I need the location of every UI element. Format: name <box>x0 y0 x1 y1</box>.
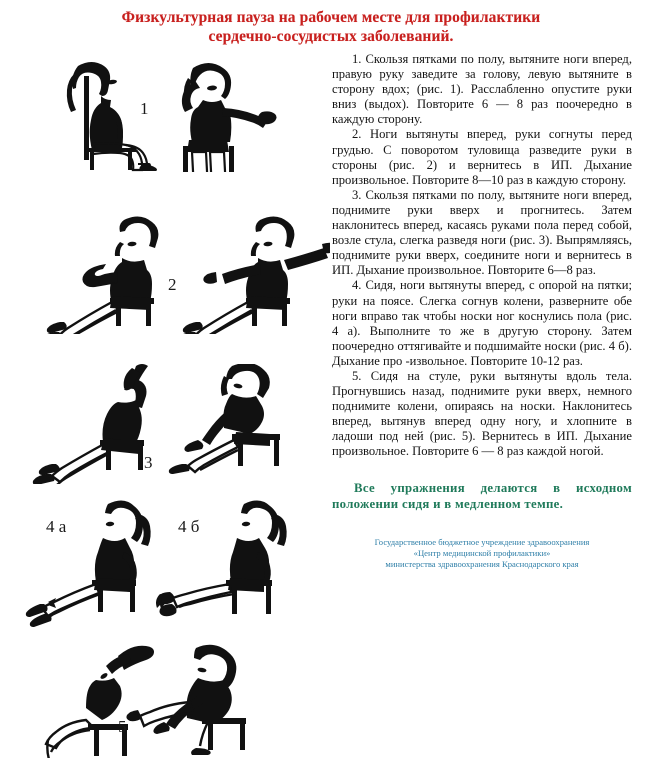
poster-body <box>0 52 662 768</box>
exercise-paragraph-5: 5. Сидя на стуле, руки вытянуты вдоль тела. Прогнувшись назад, поднимите руки вверх, немного поднимите колени, опираясь на носки. Наклонитесь вперед, вытянув вперед одну ногу, и хлопните в ладоши под ней (рис. 5). Вернитесь в ИП. Дыхание произвольное. Повторите 6 — 8 раз каждой ногой. <box>332 368 632 459</box>
footer-line-3: министерства здравоохранения Краснодарского края <box>385 559 579 570</box>
general-instruction-note: Все упражнения делаются в исходном положении сидя и в медленном темпе. <box>332 480 632 512</box>
exercise-5-illustration <box>0 640 330 758</box>
exercise-paragraph-4: 4. Сидя, ноги вытянуты вперед, с опорой на пятки; руки на поясе. Слегка согнув колени, разверните обе ноги вправо так чтобы носки ног коснулись пола (рис. 4 а). Выполните то же в другую сторону. Затем поочередно оттягивайте и подшимайте носки (рис. 4 б). Дыхание про -извольное. Повторите 10-12 раз. <box>332 278 632 368</box>
footer-line-1: Государственное бюджетное учреждение здравоохранения <box>374 536 590 547</box>
exercise-paragraph-1: 1. Скользя пятками по полу, вытяните ноги вперед, правую руку заведите за голову, левую вытяните в сторону вдох; (рис. 1). Расслабленно опустите руки вниз (выдох). Повторите 6 — 8 раз поочередно в каждую сторону. <box>332 52 632 127</box>
exercise-paragraph-2: 2. Ноги вытянуты вперед, руки согнуты перед грудью. С поворотом туловища разведите руки в стороны (рис. 2) и вернитесь в ИП. Дыхание произвольное. Повторите 8—10 раз в каждую сторону. <box>332 127 632 187</box>
figure-group-2 <box>0 214 330 334</box>
illustration-column <box>0 52 330 768</box>
figure-group-5 <box>0 640 330 758</box>
figure-group-1 <box>0 52 330 172</box>
figure-number-2: 2 <box>168 275 177 294</box>
title-line-2: сердечно-сосудистых заболеваний. <box>208 28 454 45</box>
figure-number-4a: 4 а <box>46 517 67 536</box>
exercise-1-illustration <box>0 52 330 172</box>
organization-footer <box>332 537 632 571</box>
figure-group-4 <box>0 500 330 628</box>
figure-number-5: 5 <box>118 717 127 736</box>
poster-title <box>0 8 662 46</box>
figure-number-4b: 4 б <box>178 517 200 536</box>
exercise-2-illustration <box>0 214 330 334</box>
figure-group-3 <box>0 364 330 484</box>
exercise-3-illustration <box>0 364 330 484</box>
footer-line-2: «Центр медицинской профилактики» <box>413 547 551 558</box>
title-line-1: Физкультурная пауза на рабочем месте для профилактики <box>121 9 541 26</box>
figure-number-1: 1 <box>140 99 149 118</box>
exercise-paragraph-3: 3. Скользя пятками по полу, вытяните ноги вперед, поднимите руки вверх и прогнитесь. Затем наклонитесь вперед, касаясь руками пола перед собой, возле стула, слегка разведя ноги (рис. 3). Выпрямляясь, поднимите руки вверх, соедините ноги и вернитесь в ИП. Дыхание произвольное. Повторите 6—8 раз. <box>332 187 632 278</box>
figure-number-3: 3 <box>144 453 153 472</box>
instructions-column <box>332 52 632 571</box>
